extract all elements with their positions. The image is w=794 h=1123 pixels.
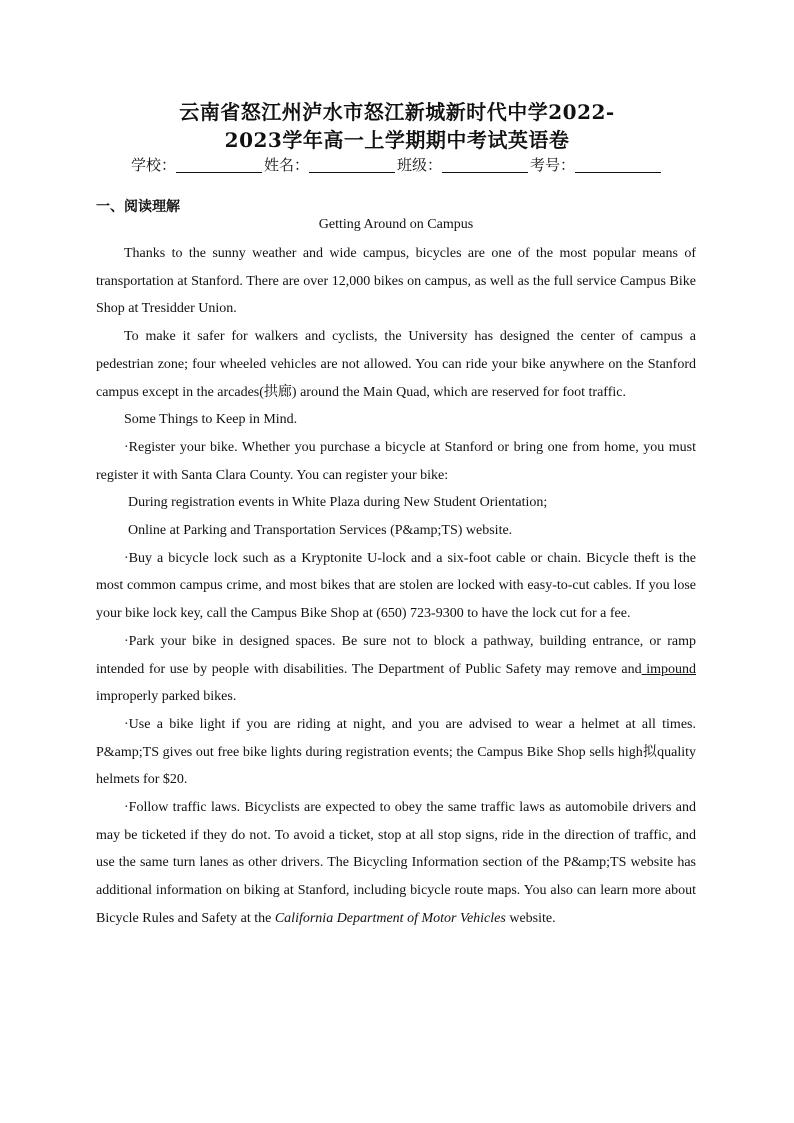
register-option-2: Online at Parking and Transportation Services (P&amp;TS) website. (128, 523, 513, 539)
register-option-1: During registration events in White Plaza during New Student Orientation; (128, 495, 548, 511)
passage-body (96, 240, 696, 933)
impound-underlined: impound (641, 661, 696, 677)
student-info-line (60, 154, 734, 175)
paragraph-light: ·Use a bike light if you are riding at night, and you are advised to wear a helmet at all times. P&amp;TS gives out free bike lights during registration events; the Campus Bike Shop sells high拟quality helmets for $20. (96, 716, 696, 788)
paragraph-2: To make it safer for walkers and cyclists, the University has designed the center of campus a pedestrian zone; four wheeled vehicles are not allowed. You can ride your bike anywhere on the Stanford campus except in the arcades(拱廊) around the Main Quad, which are reserved for foot traffic. (96, 329, 696, 400)
section-title: 一、阅读理解 (96, 199, 180, 215)
number-label: 考号： (530, 156, 576, 174)
name-blank (309, 158, 395, 173)
traffic-text-after: website. (505, 910, 556, 926)
paragraph-3: Some Things to Keep in Mind. (124, 412, 298, 428)
exam-title-line2: 2023学年高一上学期期中考试英语卷 (224, 128, 570, 152)
dmv-italic: California Department of Motor Vehicles (271, 910, 506, 926)
paragraph-1: Thanks to the sunny weather and wide campus, bicycles are one of the most popular means of transportation at Stanford. There are over 12,000 bikes on campus, as well as the full service Campus Bike Shop at Tresidder Union. (96, 246, 696, 317)
traffic-text-before: ·Follow traffic laws. Bicyclists are expected to obey the same traffic laws as automobile drivers and may be ticketed if they do not. To avoid a ticket, stop at all stop signs, ride in the direction of traffic, and use the same turn lanes as other drivers. The Bicycling Information section of the P&amp;TS website has additional information on biking at Stanford, including bicycle route maps. You also can learn more about Bicycle Rules and Safety at the (96, 800, 696, 926)
passage-title: Getting Around on Campus (318, 217, 474, 232)
paragraph-lock: ·Buy a bicycle lock such as a Kryptonite U-lock and a six-foot cable or chain. Bicycle theft is the most common campus crime, and most bikes that are stolen are locked with easy-to-cut cables. If you lose your bike lock key, call the Campus Bike Shop at (650) 723-9300 to have the lock cut for a fee. (96, 550, 696, 622)
school-blank (176, 158, 262, 173)
name-label: 姓名： (263, 156, 309, 174)
park-text-after: improperly parked bikes. (96, 689, 237, 705)
paragraph-register: ·Register your bike. Whether you purchase a bicycle at Stanford or bring one from home, you must register it with Santa Clara County. You can register your bike: (96, 439, 696, 483)
number-blank (575, 158, 661, 173)
paragraph-park (96, 628, 696, 711)
exam-title-line1: 云南省怒江州泸水市怒江新城新时代中学2022- (179, 100, 615, 124)
park-text-before: ·Park your bike in designed spaces. Be sure not to block a pathway, building entrance, or ramp intended for use by people with disabilities. The Department of Public Safety may remove and (96, 633, 696, 677)
school-label: 学校： (130, 156, 176, 174)
class-label: 班级： (397, 156, 443, 174)
class-blank (442, 158, 528, 173)
paragraph-traffic (96, 794, 696, 933)
